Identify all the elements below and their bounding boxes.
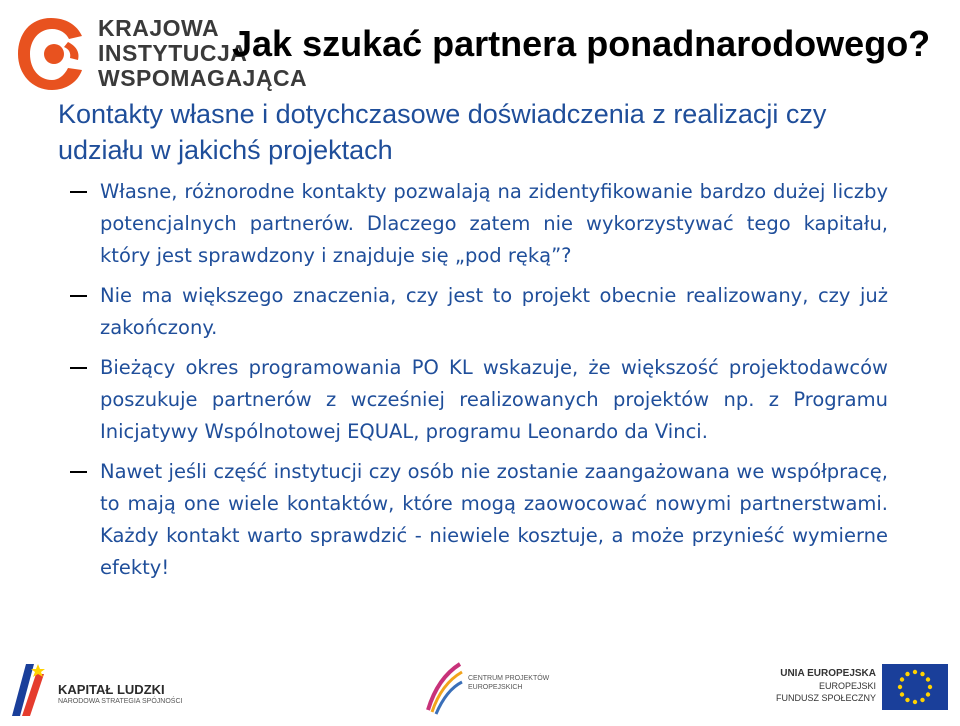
eu-star-icon <box>913 670 917 674</box>
kiw-logo-mark-icon <box>12 12 90 96</box>
eu-line2: EUROPEJSKI <box>818 681 876 691</box>
page-title: Jak szukać partnera ponadnarodowego? <box>232 23 931 64</box>
kapital-ludzki-subtitle: NARODOWA STRATEGIA SPÓJNOŚCI <box>58 698 183 705</box>
bullet-text-1: Własne, różnorodne kontakty pozwalają na zidentyfikowanie bardzo dużej liczby potencjalnych partnerów. Dlaczego zatem nie wykorzystywać tego kapitału, który jest sprawdzony i znajduje się „pod ręką”? <box>100 180 888 267</box>
eu-star-icon <box>900 677 904 681</box>
kiw-logo-line3: WSPOMAGAJĄCA <box>98 65 308 91</box>
cpe-emblem-icon <box>424 660 466 716</box>
bullet-list <box>70 176 888 592</box>
dash-bullet-icon <box>70 191 87 193</box>
kiw-logo-line1: KRAJOWA <box>98 15 220 41</box>
eu-star-icon <box>926 677 930 681</box>
bullet-item-1 <box>70 176 888 272</box>
eu-star-icon <box>905 672 909 676</box>
dash-bullet-icon <box>70 367 87 369</box>
bullet-item-4 <box>70 456 888 584</box>
eu-text <box>776 668 876 704</box>
kapital-ludzki-emblem-icon <box>8 660 52 718</box>
footer-logos <box>0 650 960 726</box>
cpe-line2: EUROPEJSKICH <box>468 684 523 691</box>
eu-star-icon <box>928 685 932 689</box>
cpe-logo <box>424 660 550 720</box>
kiw-logo-line2: INSTYTUCJA <box>98 40 248 66</box>
dash-bullet-icon <box>70 295 87 297</box>
eu-star-icon <box>905 698 909 702</box>
eu-star-icon <box>898 685 902 689</box>
eu-star-icon <box>900 692 904 696</box>
bullet-text-3: Bieżący okres programowania PO KL wskazuje, że większość projektodawców poszukuje partnerów z wcześniej realizowanych projektów np. z Programu Inicjatywy Wspólnotowej EQUAL, programu Leonardo da Vinci. <box>100 356 888 443</box>
dash-bullet-icon <box>70 471 87 473</box>
eu-line1: UNIA EUROPEJSKA <box>780 668 876 679</box>
eu-star-icon <box>920 672 924 676</box>
cpe-line1: CENTRUM PROJEKTÓW <box>468 675 550 682</box>
bullet-text-4: Nawet jeśli część instytucji czy osób nie zostanie zaangażowana we współpracę, to mają one wiele kontaktów, które mogą zaowocować nowymi partnerstwami. Każdy kontakt warto sprawdzić - niewiele kosztuje, a może przynieść wymierne efekty! <box>100 460 888 579</box>
bullet-item-3 <box>70 352 888 448</box>
bullet-text-2: Nie ma większego znaczenia, czy jest to projekt obecnie realizowany, czy już zakończony. <box>100 284 888 339</box>
eu-flag-icon <box>882 664 948 710</box>
bullet-item-2 <box>70 280 888 344</box>
eu-star-icon <box>913 700 917 704</box>
kapital-ludzki-title: KAPITAŁ LUDZKI <box>58 682 165 697</box>
eu-logo <box>772 656 952 722</box>
eu-star-icon <box>926 692 930 696</box>
cpe-text <box>468 674 549 692</box>
lead-paragraph: Kontakty własne i dotychczasowe doświadczenia z realizacji czy udziału w jakichś projektach <box>58 99 827 165</box>
eu-line3: FUNDUSZ SPOŁECZNY <box>775 693 876 703</box>
eu-star-icon <box>920 698 924 702</box>
kapital-ludzki-logo <box>8 654 193 720</box>
